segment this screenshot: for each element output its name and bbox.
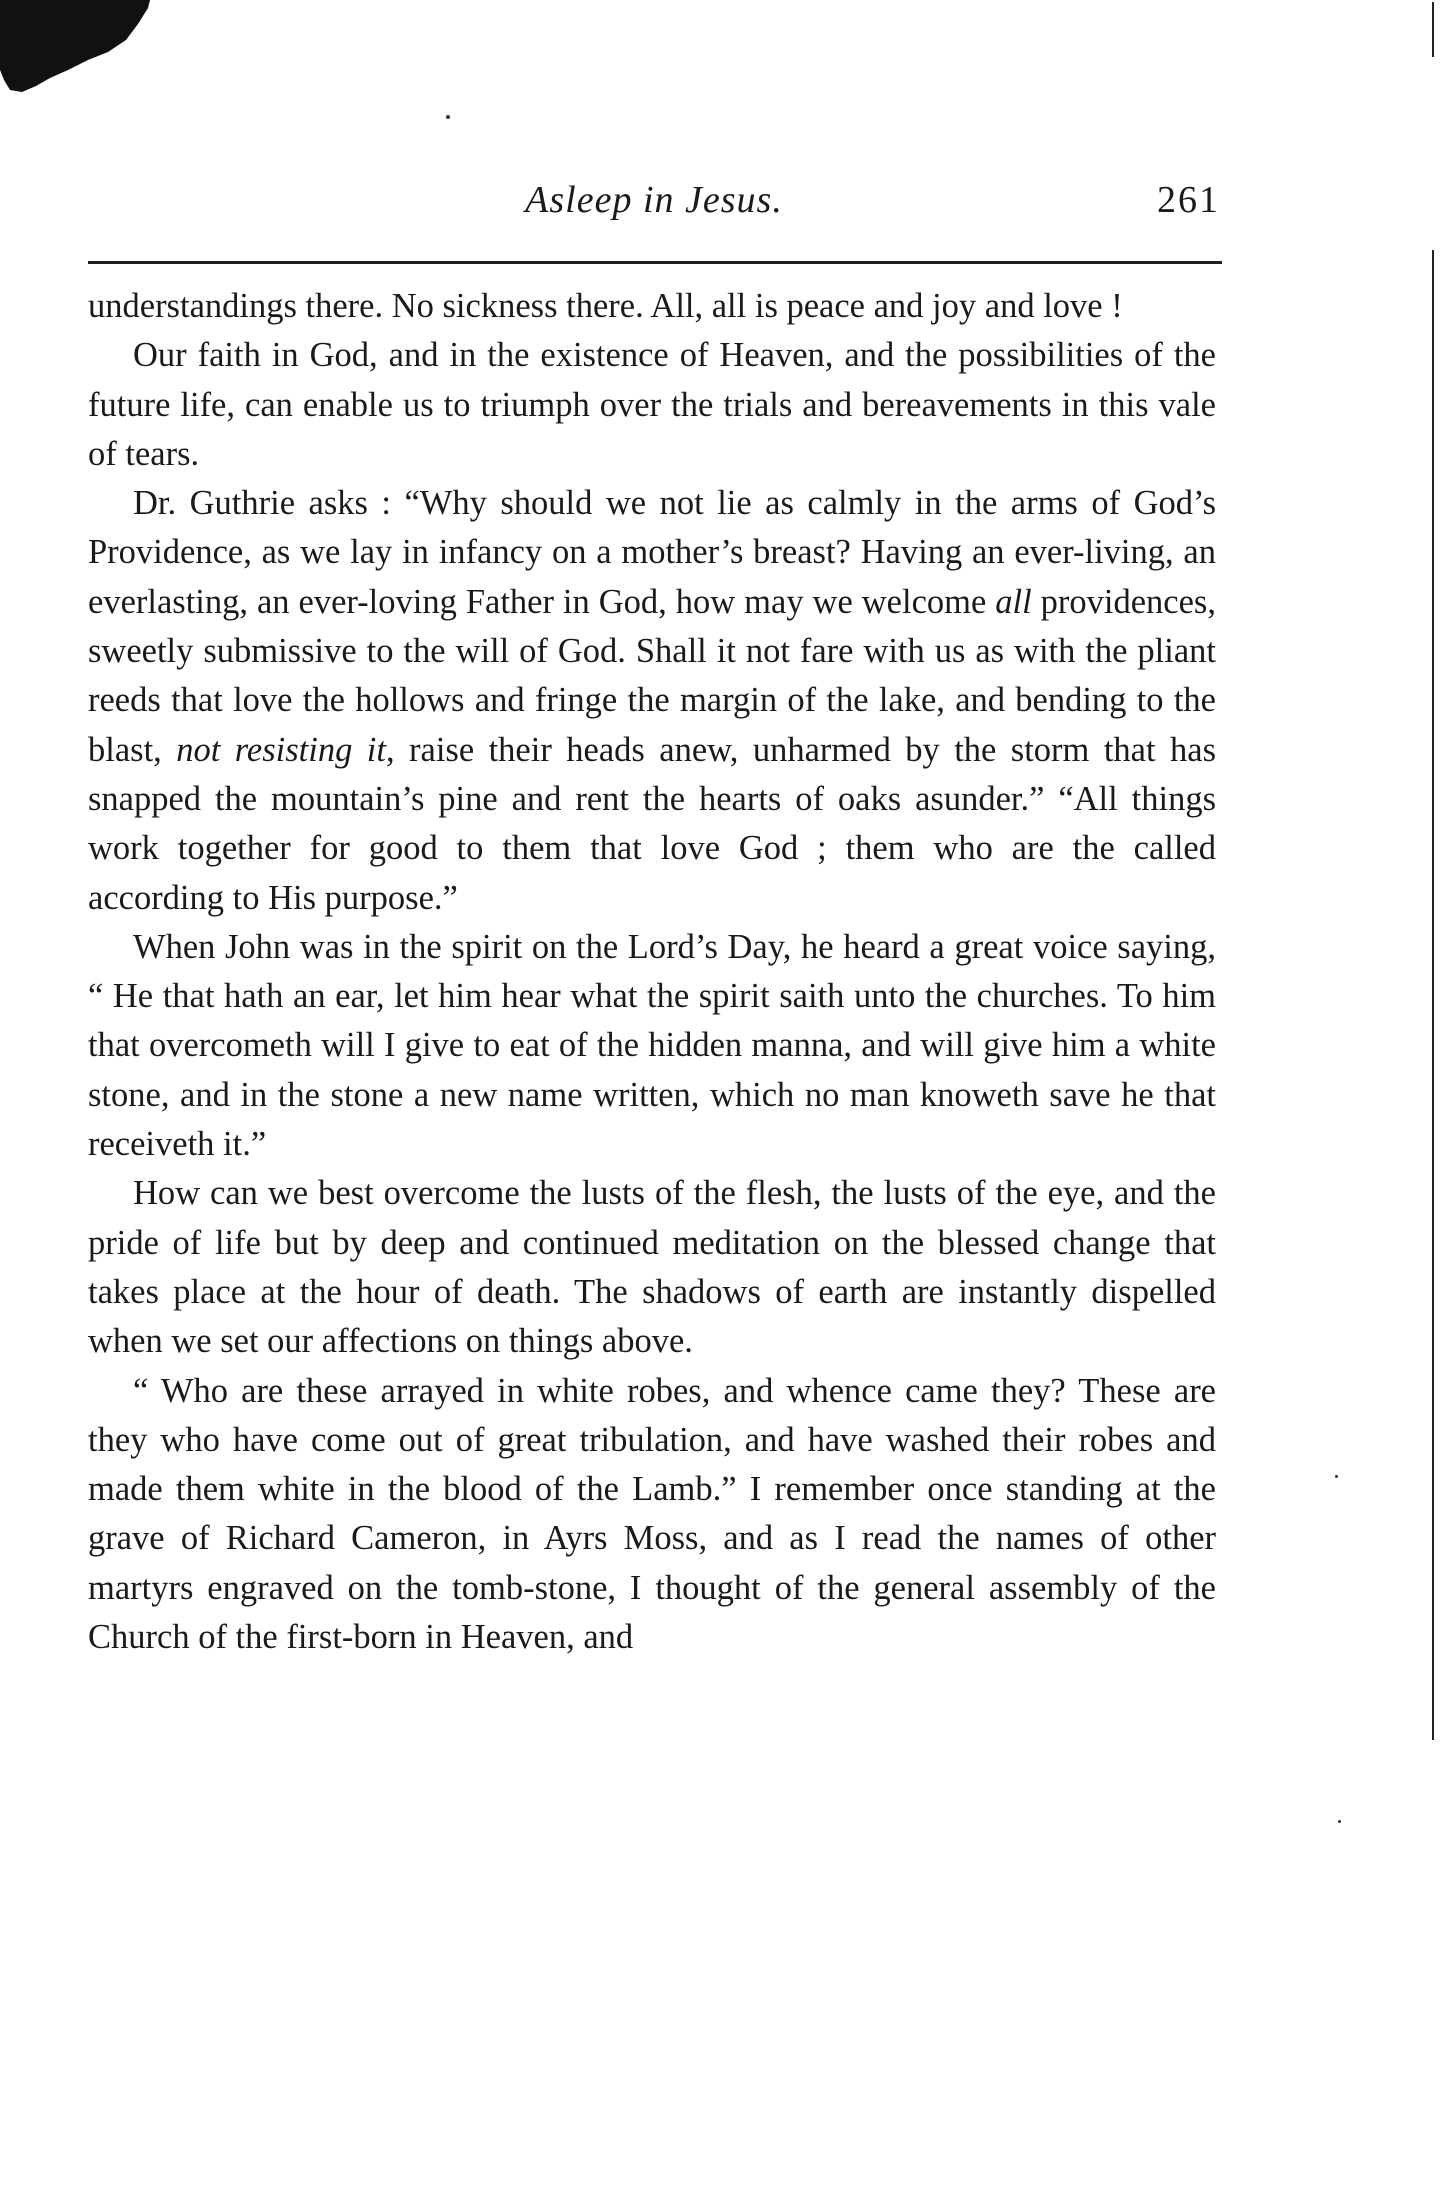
- body-text: [88, 282, 1216, 1662]
- italic-run: not resisting it: [176, 730, 386, 769]
- paragraph: When John was in the spirit on the Lord’s Day, he heard a great voice saying, “ He that hath an ear, let him hear what the spirit saith unto the churches. To him that overcometh will I give to eat of the hidden manna, and will give him a white stone, and in the stone a new name written, which no man knoweth save he that receiveth it.”: [88, 927, 1216, 1164]
- ink-blot-mark: [0, 0, 160, 95]
- paragraph-continued: understandings there. No sickness there. All, all is peace and joy and love !: [88, 287, 1123, 325]
- binding-edge-line: [1432, 250, 1434, 1740]
- print-speck: [446, 115, 450, 119]
- running-title: Asleep in Jesus.: [525, 179, 783, 221]
- paragraph: “ Who are these arrayed in white robes, and whence came they? These are they who have come out of great tribulation, and have washed their robes and made them white in the blood of the Lamb.” I remember once standing at the grave of Richard Cameron, in Ayrs Moss, and as I read the names of other martyrs engraved on the tomb-stone, I thought of the general assembly of the Church of the first-born in Heaven, and: [88, 1371, 1216, 1657]
- print-speck: [1338, 1820, 1341, 1823]
- running-head: [88, 178, 1220, 238]
- print-speck: [1335, 1475, 1338, 1478]
- paragraph: Our faith in God, and in the existence of Heaven, and the possibilities of the future life, can enable us to triumph over the trials and bereavements in this vale of tears.: [88, 336, 1216, 473]
- text-run: , raise their heads anew, unharmed by the storm that has snapped the mountain’s pine and rent the hearts of oaks asunder.” “All things work together for good to them that love God ; them who are the called according to His purpose.”: [88, 730, 1216, 917]
- paragraph: How can we best overcome the lusts of the flesh, the lusts of the eye, and the pride of life but by deep and continued meditation on the blessed change that takes place at the hour of death. The shadows of earth are instantly dispelled when we set our affections on things above.: [88, 1174, 1216, 1361]
- text-run: providences, sweetly submissive to the will of God. Shall it not fare with us as with the pliant reeds that love the hollows and fringe the margin of the lake, and bending to the blast,: [88, 582, 1216, 769]
- text-run: Dr. Guthrie asks : “Why should we not lie as calmly in the arms of God’s Providence, as we lay in infancy on a mother’s breast? Having an ever-living, an everlasting, an ever-loving Father in God, how may we welcome: [88, 484, 1216, 621]
- page-number: 261: [1157, 179, 1220, 221]
- binding-edge-line: [1432, 2, 1434, 57]
- header-rule: [88, 261, 1222, 264]
- paragraph-guthrie-quote: [88, 479, 1216, 923]
- italic-run: all: [995, 582, 1032, 621]
